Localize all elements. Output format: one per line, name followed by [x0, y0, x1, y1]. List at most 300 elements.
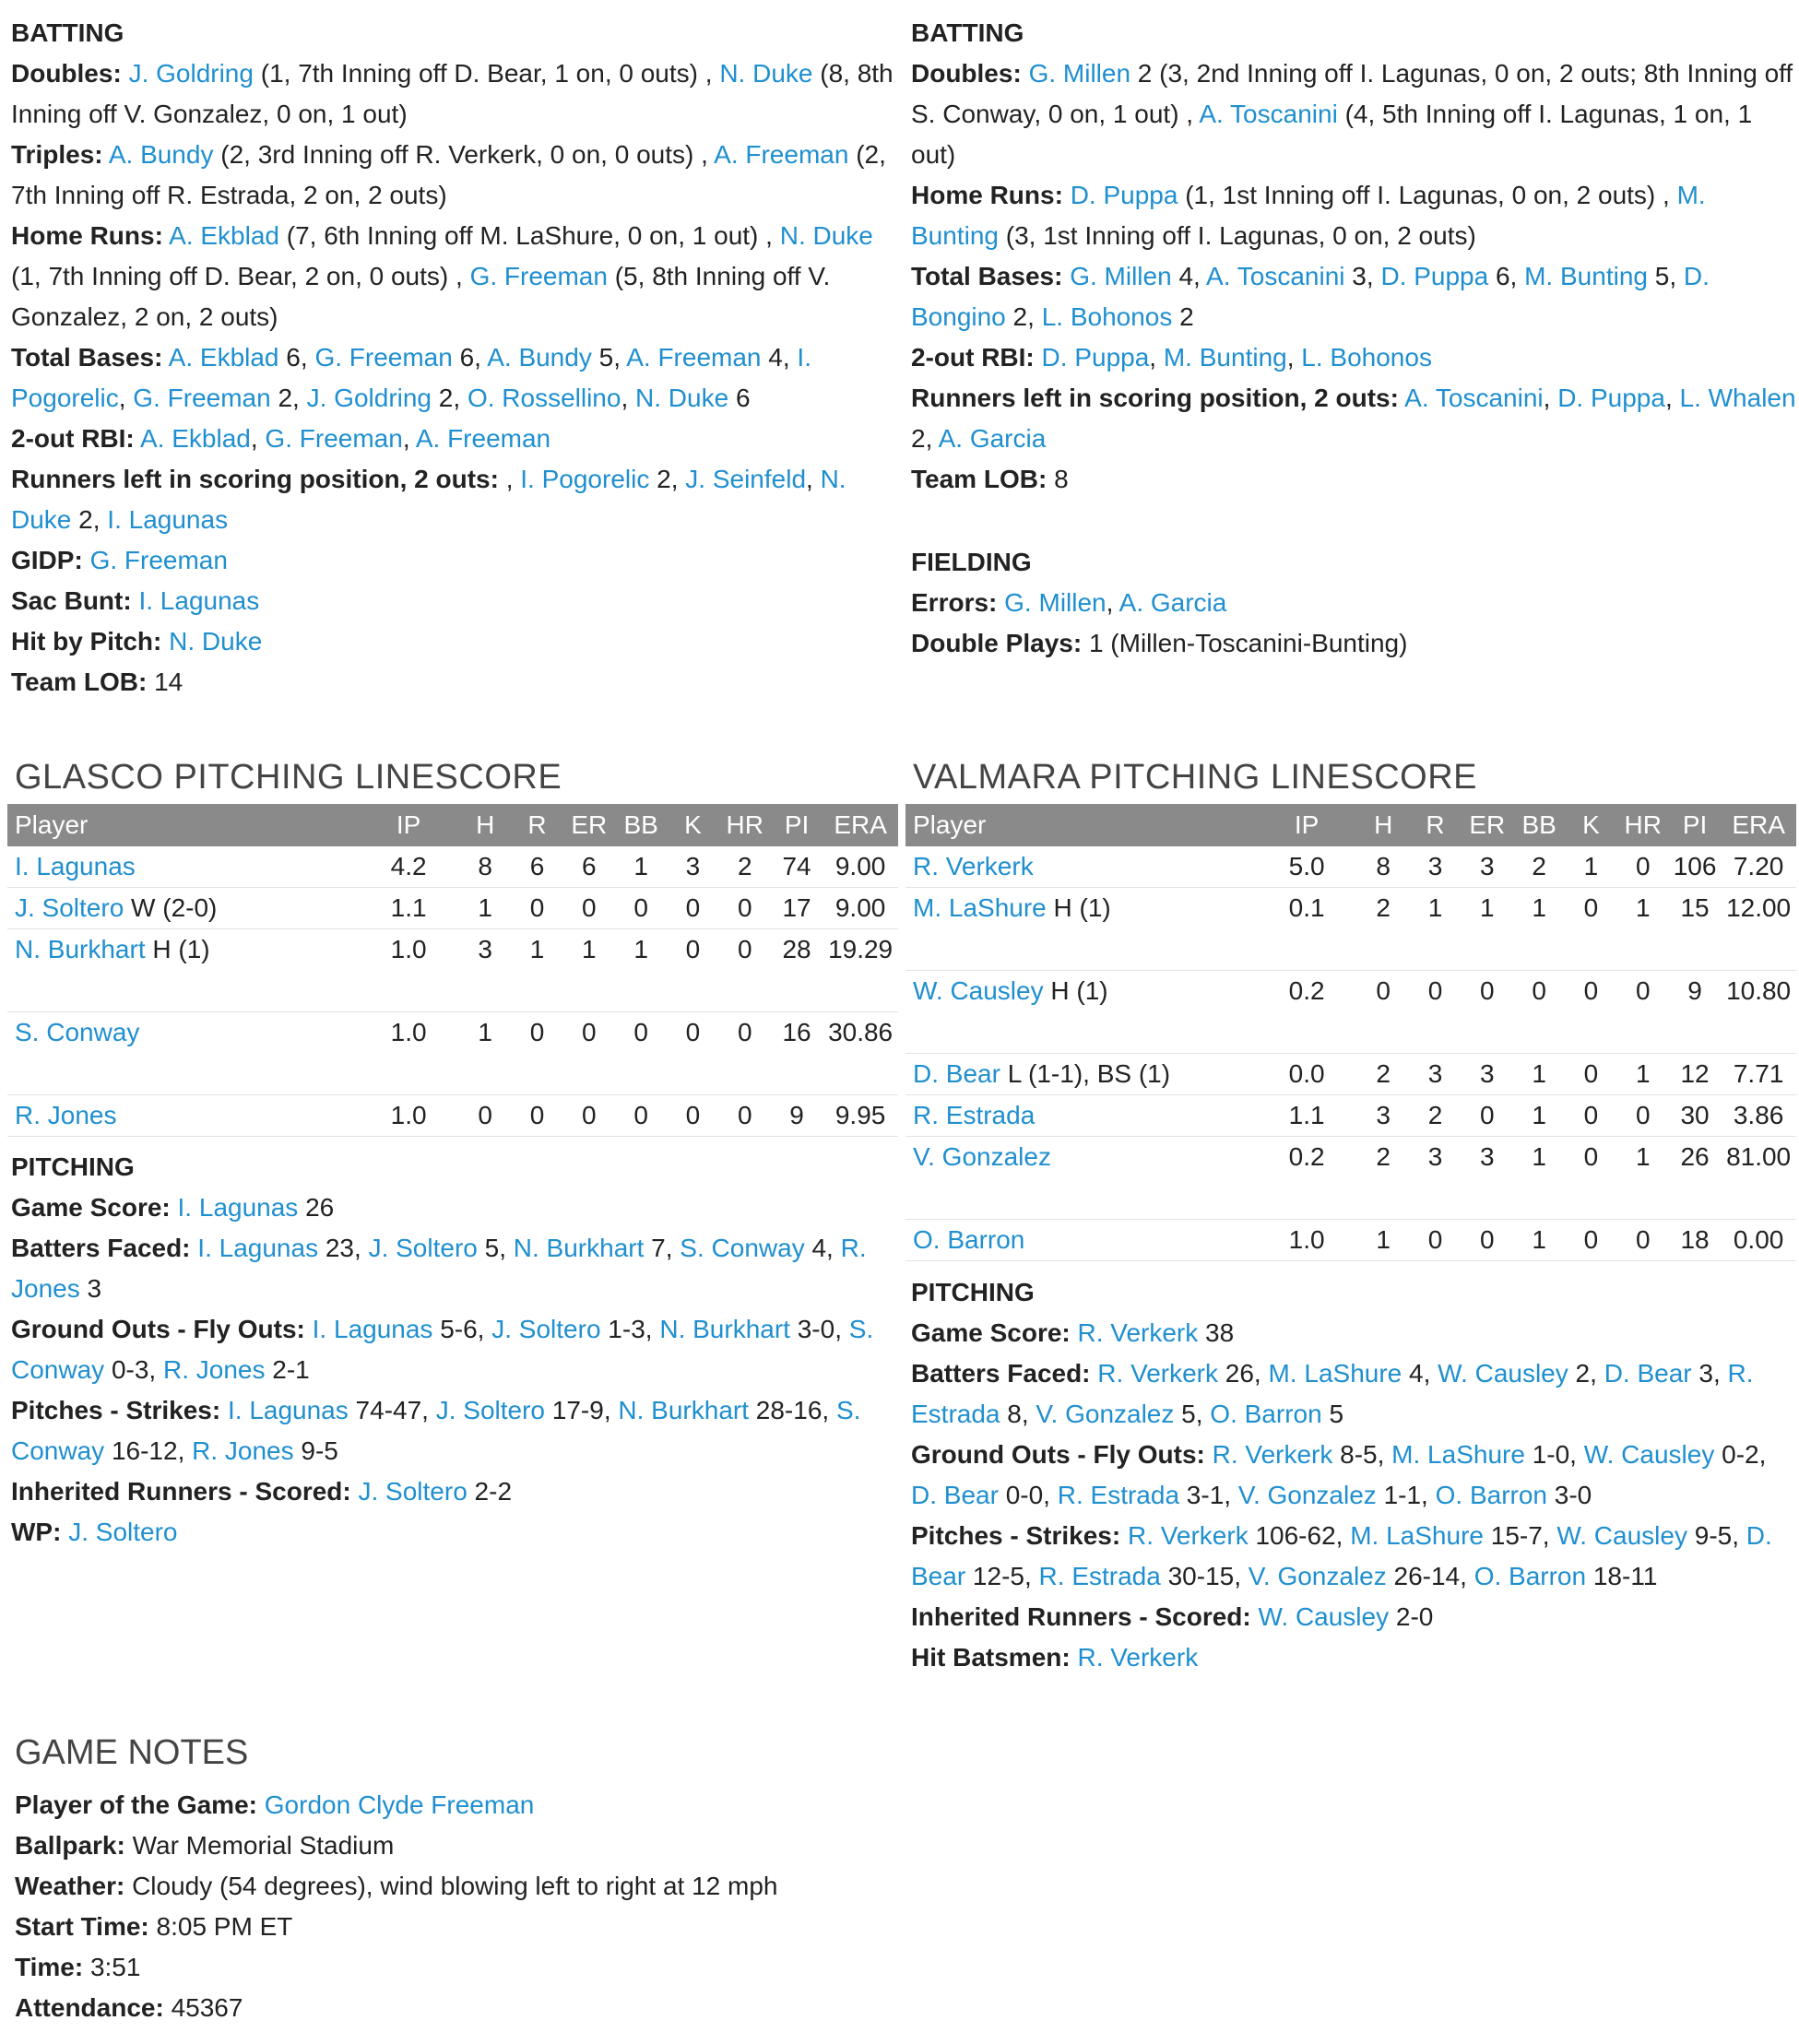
player-link[interactable]: I. Lagunas [177, 1193, 299, 1222]
glasco-pitching-heading: GLASCO PITCHING LINESCORE [15, 758, 562, 797]
stat-line-pitches-strikes [911, 1516, 1796, 1597]
stat-lines [11, 53, 896, 703]
stat-line-batters-faced [11, 1228, 896, 1309]
player-link[interactable]: D. Bear [913, 1059, 1000, 1088]
stat-text: 3, [1344, 262, 1381, 290]
stat-line-errors [911, 583, 1796, 623]
stat-text: 45367 [171, 1993, 243, 2022]
player-link[interactable]: I. Lagunas [312, 1315, 433, 1343]
stat-text: 12-5, [965, 1562, 1039, 1590]
player-link[interactable]: R. Jones [11, 1234, 867, 1303]
stat-label: Ground Outs - Fly Outs: [11, 1315, 305, 1343]
player-link[interactable]: O. Barron [1435, 1481, 1547, 1509]
col-header-er[interactable]: ER [563, 804, 615, 846]
player-link[interactable]: L. Bohonos [1041, 302, 1173, 331]
stat-cell-hr: 0 [1617, 1220, 1669, 1261]
stat-line-hit-by-pitch [11, 621, 896, 662]
player-link[interactable]: J. Goldring [306, 384, 432, 412]
stat-label: Doubles: [911, 59, 1022, 88]
stat-text: 30-15, [1160, 1562, 1249, 1590]
stat-cell-er: 1 [1462, 888, 1513, 971]
player-link[interactable]: N. Burkhart [659, 1315, 790, 1343]
stat-label: WP: [11, 1518, 62, 1546]
player-link[interactable]: I. Lagunas [138, 586, 260, 615]
stat-text: 5, [1174, 1400, 1211, 1428]
stat-line-runners-left-in-scoring-position-2-outs [11, 459, 896, 540]
stat-text: 4, [761, 343, 798, 372]
player-link[interactable]: J. Seinfeld [685, 465, 807, 493]
player-link[interactable]: A. Garcia [1118, 588, 1227, 617]
stat-cell-h: 3 [459, 929, 511, 1012]
stat-line-weather [15, 1866, 937, 1907]
stat-cell-h: 2 [1357, 1054, 1409, 1095]
section-title: FIELDING [911, 548, 1032, 576]
col-header-player[interactable]: Player [905, 804, 1256, 846]
col-header-r[interactable]: R [1409, 804, 1461, 846]
stat-cell-hr: 1 [1617, 1054, 1669, 1095]
stat-text: 5-6, [432, 1315, 492, 1343]
stat-cell-h: 8 [1357, 846, 1409, 888]
col-header-k[interactable]: K [667, 804, 718, 846]
valmara-pitching-table [905, 804, 1796, 1261]
stat-cell-er: 3 [1462, 1054, 1513, 1095]
stat-label: Ballpark: [15, 1831, 125, 1860]
game-notes-heading: GAME NOTES [15, 1733, 249, 1772]
stat-cell-k: 0 [1565, 1220, 1616, 1261]
stat-cell-hr: 0 [719, 1095, 771, 1137]
stat-text: (4, 5th Inning off I. Lagunas, 1 on, 1 out) [911, 100, 1753, 169]
col-header-bb[interactable]: BB [615, 804, 667, 846]
stat-text: , [806, 465, 821, 493]
stat-cell-hr: 1 [1617, 888, 1669, 971]
stat-cell-h: 3 [1357, 1095, 1409, 1137]
stat-label: Player of the Game: [15, 1790, 257, 1819]
player-link[interactable]: A. Freeman [626, 343, 762, 372]
player-link[interactable]: I. Lagunas [107, 505, 229, 534]
table-row [7, 1012, 898, 1095]
table-row [7, 888, 898, 929]
stat-cell-ip: 4.2 [358, 846, 459, 888]
stat-cell-er: 0 [563, 1012, 615, 1095]
stat-cell-era: 9.00 [823, 846, 898, 888]
decision-text: L (1-1), BS (1) [1000, 1059, 1171, 1088]
stat-text: (2, 7th Inning off R. Estrada, 2 on, 2 outs) [11, 140, 886, 209]
stat-text: 1 (Millen-Toscanini-Bunting) [1088, 629, 1408, 657]
decision-text: H (1) [1043, 976, 1108, 1005]
player-cell [905, 888, 1256, 971]
player-link[interactable]: V. Gonzalez [1248, 1562, 1387, 1590]
player-link[interactable]: O. Rossellino [467, 384, 621, 412]
stat-label: Batters Faced: [911, 1359, 1091, 1388]
player-link[interactable]: R. Verkerk [1127, 1521, 1249, 1550]
game-notes [15, 1785, 937, 2028]
player-link[interactable]: R. Estrada [913, 1101, 1036, 1129]
col-header-era[interactable]: ERA [823, 804, 898, 846]
table-row [905, 1054, 1796, 1095]
player-link[interactable]: I. Pogorelic [11, 343, 811, 412]
player-link[interactable]: J. Soltero [358, 1477, 468, 1506]
stat-cell-bb: 2 [1513, 846, 1565, 888]
player-link[interactable]: J. Soltero [368, 1234, 478, 1262]
stat-cell-bb: 0 [615, 1012, 667, 1095]
stat-text: 1-1, [1376, 1481, 1436, 1509]
player-link[interactable]: I. Lagunas [15, 852, 136, 880]
col-header-r[interactable]: R [511, 804, 562, 846]
stat-label: Weather: [15, 1872, 125, 1900]
stat-text: 106-62, [1248, 1521, 1351, 1550]
player-link[interactable]: W. Causley [1556, 1521, 1687, 1550]
stat-text: 3, [1691, 1359, 1728, 1388]
stat-text: 5, [477, 1234, 514, 1262]
stat-text: 5, [591, 343, 627, 372]
stat-cell-ip: 0.2 [1256, 971, 1357, 1054]
stat-cell-pi: 28 [771, 929, 823, 1012]
player-link[interactable]: R. Verkerk [1212, 1440, 1333, 1469]
stat-line-attendance [15, 1988, 937, 2028]
player-link[interactable]: R. Jones [162, 1355, 266, 1384]
table-row [7, 846, 898, 888]
stat-cell-hr: 0 [1617, 846, 1669, 888]
stat-text: 2-0 [1389, 1602, 1434, 1631]
stat-cell-pi: 9 [771, 1095, 823, 1137]
player-link[interactable]: Gordon Clyde Freeman [264, 1790, 535, 1819]
valmara-batting-section [911, 13, 1796, 500]
player-link[interactable]: R. Verkerk [913, 852, 1034, 880]
col-header-h[interactable]: H [459, 804, 511, 846]
stat-line-ground-outs-fly-outs [11, 1309, 896, 1390]
player-link[interactable]: R. Estrada [911, 1359, 1754, 1428]
player-link[interactable]: N. Burkhart [513, 1234, 645, 1262]
player-link[interactable]: D. Bear [1604, 1359, 1692, 1388]
stat-label: Batters Faced: [11, 1234, 191, 1262]
stat-text: 8 [1054, 465, 1069, 493]
player-link[interactable]: A. Garcia [938, 424, 1047, 453]
player-link[interactable]: N. Duke [635, 384, 729, 412]
stat-line-2-out-rbi [911, 337, 1796, 378]
stat-line-inherited-runners-scored [11, 1471, 896, 1512]
stat-text: 3-1, [1179, 1481, 1238, 1509]
stat-cell-bb: 1 [615, 846, 667, 888]
player-link[interactable]: G. Freeman [133, 384, 271, 412]
player-link[interactable]: N. Duke [719, 59, 813, 88]
stat-line-2-out-rbi [11, 419, 896, 459]
player-link[interactable]: G. Millen [1004, 588, 1107, 617]
valmara-pitching-notes [911, 1272, 1796, 1678]
player-cell [7, 1095, 358, 1137]
col-header-k[interactable]: K [1565, 804, 1616, 846]
stat-label: Triples: [11, 140, 103, 169]
stat-text: , [1149, 343, 1164, 372]
table-row [7, 1095, 898, 1137]
stat-cell-bb: 1 [1513, 1220, 1565, 1261]
player-link[interactable]: J. Soltero [15, 893, 124, 922]
player-link[interactable]: V. Gonzalez [1036, 1400, 1175, 1428]
stat-cell-hr: 1 [1617, 1137, 1669, 1220]
stat-line-start-time [15, 1907, 937, 1947]
player-link[interactable]: M. Bunting [1524, 262, 1648, 290]
stat-label: Sac Bunt: [11, 586, 132, 615]
stat-cell-k: 0 [667, 1095, 718, 1137]
col-header-hr[interactable]: HR [719, 804, 771, 846]
stat-cell-era: 9.95 [823, 1095, 898, 1137]
player-link[interactable]: W. Causley [1583, 1440, 1715, 1469]
stat-cell-ip: 0.1 [1256, 888, 1357, 971]
stat-text: 23, [318, 1234, 369, 1262]
player-link[interactable]: M. LaShure [1268, 1359, 1403, 1388]
decision-text: H (1) [145, 935, 210, 963]
stat-text: , [118, 384, 134, 412]
stat-text: 0-2, [1714, 1440, 1767, 1469]
stat-label: Inherited Runners - Scored: [911, 1602, 1251, 1631]
player-link[interactable]: G. Freeman [469, 262, 608, 290]
stat-cell-pi: 9 [1669, 971, 1721, 1054]
player-link[interactable]: D. Bear [911, 1521, 1772, 1590]
player-link[interactable]: J. Soltero [491, 1315, 601, 1343]
stat-cell-h: 8 [459, 846, 511, 888]
stat-text: , [621, 384, 636, 412]
stat-label: Home Runs: [11, 221, 163, 250]
stat-text: 15-7, [1483, 1521, 1557, 1550]
player-link[interactable]: A. Ekblad [168, 343, 279, 372]
player-link[interactable]: O. Barron [913, 1225, 1025, 1254]
stat-cell-h: 2 [1357, 888, 1409, 971]
stat-text: 7, [644, 1234, 681, 1262]
col-header-player[interactable]: Player [7, 804, 358, 846]
player-cell [905, 1054, 1256, 1095]
player-link[interactable]: A. Ekblad [140, 424, 251, 453]
player-link[interactable]: S. Conway [680, 1234, 805, 1262]
stat-text: 26-14, [1386, 1562, 1474, 1590]
stat-text: 14 [154, 668, 183, 696]
player-link[interactable]: R. Estrada [1057, 1481, 1180, 1509]
stat-cell-ip: 1.1 [358, 888, 459, 929]
stat-cell-pi: 30 [1669, 1095, 1721, 1137]
stat-cell-hr: 0 [1617, 971, 1669, 1054]
stat-label: Double Plays: [911, 629, 1083, 657]
stat-cell-hr: 0 [719, 1012, 771, 1095]
player-link[interactable]: A. Toscanini [1404, 384, 1544, 412]
stat-label: Game Score: [11, 1193, 171, 1222]
stat-line-doubles [911, 53, 1796, 175]
stat-text: 2-1 [265, 1355, 310, 1384]
player-link[interactable]: D. Puppa [1557, 384, 1665, 412]
player-link[interactable]: W. Causley [1258, 1602, 1390, 1631]
player-link[interactable]: J. Soltero [68, 1518, 178, 1546]
stat-line-inherited-runners-scored [911, 1597, 1796, 1637]
stat-line-ground-outs-fly-outs [911, 1435, 1796, 1516]
stat-cell-er: 0 [1462, 971, 1513, 1054]
stat-label: Time: [15, 1953, 84, 1981]
stat-text: 6, [1488, 262, 1525, 290]
stat-text: 2, [649, 465, 686, 493]
player-link[interactable]: R. Jones [15, 1101, 117, 1129]
player-link[interactable]: M. LaShure [1391, 1440, 1525, 1469]
stat-text: 16-12, [104, 1436, 193, 1465]
player-link[interactable]: A. Toscanini [1206, 262, 1345, 290]
stat-text: 9-5 [293, 1436, 338, 1465]
stat-label: Home Runs: [911, 181, 1063, 209]
stat-line-gidp [11, 540, 896, 581]
stat-line-total-bases [11, 337, 896, 419]
player-link[interactable]: J. Soltero [435, 1396, 545, 1424]
stat-cell-r: 0 [511, 1012, 562, 1095]
player-link[interactable]: I. Pogorelic [520, 465, 650, 493]
player-link[interactable]: M. LaShure [1350, 1521, 1484, 1550]
stat-cell-pi: 15 [1669, 888, 1721, 971]
glasco-pitching-table [7, 804, 898, 1137]
player-link[interactable]: D. Puppa [1380, 262, 1489, 290]
player-link[interactable]: D. Puppa [1041, 343, 1150, 372]
stat-text: (7, 6th Inning off M. LaShure, 0 on, 1 out) , [279, 221, 780, 250]
stat-cell-bb: 1 [1513, 1095, 1565, 1137]
stat-text: 3:51 [89, 1953, 141, 1981]
stat-text: 38 [1198, 1318, 1235, 1347]
stat-text: 8:05 PM ET [156, 1912, 293, 1941]
player-link[interactable]: M. Bunting [1163, 343, 1287, 372]
stat-cell-era: 0.00 [1721, 1220, 1796, 1261]
player-link[interactable]: A. Freeman [714, 140, 849, 169]
player-link[interactable]: A. Bundy [487, 343, 592, 372]
table-row [905, 846, 1796, 888]
player-link[interactable]: M. LaShure [913, 893, 1047, 922]
stat-cell-k: 0 [667, 929, 718, 1012]
player-link[interactable]: O. Barron [1474, 1562, 1587, 1590]
player-link[interactable]: S. Conway [11, 1315, 874, 1384]
player-link[interactable]: A. Freeman [415, 424, 551, 453]
col-header-bb[interactable]: BB [1513, 804, 1565, 846]
stat-text: 6, [278, 343, 315, 372]
player-link[interactable]: G. Freeman [265, 424, 403, 453]
stat-text: Cloudy (54 degrees), wind blowing left to right at 12 mph [132, 1872, 778, 1900]
player-link[interactable]: W. Causley [1438, 1359, 1568, 1388]
stat-text: (5, 8th Inning off V. Gonzalez, 2 on, 2 outs) [11, 262, 831, 331]
player-link[interactable]: L. Whalen [1679, 384, 1796, 412]
stat-text: 2, [1568, 1359, 1604, 1388]
player-link[interactable]: N. Duke [169, 627, 263, 656]
stat-cell-k: 0 [1565, 1095, 1616, 1137]
col-header-pi[interactable]: PI [771, 804, 823, 846]
stat-text: 0-3, [104, 1355, 163, 1384]
stat-text: (1, 1st Inning off I. Lagunas, 0 on, 2 outs) , [1178, 181, 1677, 209]
stat-line-pitches-strikes [11, 1390, 896, 1471]
stat-cell-r: 0 [511, 1095, 562, 1137]
col-header-ip[interactable]: IP [1256, 804, 1357, 846]
player-link[interactable]: N. Burkhart [15, 935, 146, 963]
stat-text: (1, 7th Inning off D. Bear, 1 on, 0 outs) , [253, 59, 720, 88]
col-header-er[interactable]: ER [1462, 804, 1513, 846]
col-header-h[interactable]: H [1357, 804, 1409, 846]
player-link[interactable]: O. Barron [1210, 1400, 1322, 1428]
player-link[interactable]: V. Gonzalez [913, 1142, 1051, 1171]
player-cell [905, 846, 1256, 888]
section-title: BATTING [11, 18, 124, 47]
player-link[interactable]: R. Verkerk [1097, 1359, 1218, 1388]
stat-cell-hr: 0 [1617, 1095, 1669, 1137]
player-cell [905, 971, 1256, 1054]
stat-cell-k: 0 [667, 1012, 718, 1095]
player-link[interactable]: G. Freeman [314, 343, 453, 372]
stat-lines [911, 53, 1796, 500]
player-link[interactable]: N. Burkhart [618, 1396, 749, 1424]
stat-cell-era: 10.80 [1721, 971, 1796, 1054]
stat-cell-era: 9.00 [823, 888, 898, 929]
stat-cell-k: 3 [667, 846, 718, 888]
stat-cell-er: 3 [1462, 846, 1513, 888]
player-link[interactable]: D. Bear [911, 1481, 999, 1509]
col-header-era[interactable]: ERA [1721, 804, 1796, 846]
player-link[interactable]: A. Toscanini [1199, 100, 1338, 128]
stat-line-wp [11, 1512, 896, 1553]
col-header-pi[interactable]: PI [1669, 804, 1721, 846]
stat-cell-era: 30.86 [823, 1012, 898, 1095]
player-link[interactable]: I. Lagunas [227, 1396, 349, 1424]
player-link[interactable]: A. Ekblad [169, 221, 279, 250]
player-link[interactable]: V. Gonzalez [1237, 1481, 1377, 1509]
stat-cell-hr: 2 [719, 846, 771, 888]
player-link[interactable]: D. Bongino [911, 262, 1710, 331]
stat-cell-bb: 1 [1513, 1054, 1565, 1095]
stat-cell-k: 0 [1565, 1054, 1616, 1095]
player-link[interactable]: L. Bohonos [1301, 343, 1432, 372]
stat-line-double-plays [911, 623, 1796, 664]
player-link[interactable]: S. Conway [11, 1396, 861, 1465]
player-link[interactable]: S. Conway [15, 1018, 140, 1046]
player-link[interactable]: D. Puppa [1070, 181, 1178, 209]
stat-text: , [505, 465, 521, 493]
player-cell [7, 929, 358, 1012]
stat-label: Team LOB: [11, 668, 148, 696]
stat-cell-h: 0 [1357, 971, 1409, 1054]
player-link[interactable]: W. Causley [913, 976, 1044, 1005]
player-link[interactable]: R. Estrada [1038, 1562, 1161, 1590]
valmara-pitching-heading: VALMARA PITCHING LINESCORE [913, 758, 1477, 797]
stat-label: Pitches - Strikes: [11, 1396, 221, 1424]
player-link[interactable]: I. Lagunas [197, 1234, 319, 1262]
stat-cell-h: 2 [1357, 1137, 1409, 1220]
col-header-hr[interactable]: HR [1617, 804, 1669, 846]
player-cell [7, 1012, 358, 1095]
stat-cell-bb: 0 [1513, 971, 1565, 1054]
player-link[interactable]: G. Millen [1070, 262, 1172, 290]
stat-text: (1, 7th Inning off D. Bear, 2 on, 0 outs) , [11, 262, 470, 290]
stat-cell-pi: 16 [771, 1012, 823, 1095]
stat-text: 18-11 [1586, 1562, 1658, 1590]
decision-text: H (1) [1046, 893, 1111, 922]
stat-cell-hr: 0 [719, 929, 771, 1012]
player-link[interactable]: R. Verkerk [1077, 1643, 1199, 1672]
glasco-pitching-notes [11, 1147, 896, 1553]
stat-text: 4, [1171, 262, 1207, 290]
stat-cell-h: 1 [459, 888, 511, 929]
player-link[interactable]: R. Jones [192, 1436, 294, 1465]
stat-line-sac-bunt [11, 581, 896, 621]
stat-cell-ip: 1.0 [358, 1012, 459, 1095]
stat-text: 6, [452, 343, 488, 372]
player-link[interactable]: N. Duke [11, 465, 846, 534]
player-cell [905, 1095, 1256, 1137]
player-link[interactable]: G. Millen [1028, 59, 1131, 88]
stat-text: , [1543, 384, 1558, 412]
player-link[interactable]: R. Verkerk [1077, 1318, 1199, 1347]
stat-cell-er: 0 [563, 1095, 615, 1137]
player-link[interactable]: J. Goldring [128, 59, 254, 88]
player-link[interactable]: G. Freeman [89, 546, 228, 574]
col-header-ip[interactable]: IP [358, 804, 459, 846]
stat-text: 6 [728, 384, 751, 412]
player-link[interactable]: A. Bundy [108, 140, 214, 169]
player-link[interactable]: M. Bunting [911, 181, 1706, 250]
player-link[interactable]: N. Duke [779, 221, 873, 250]
